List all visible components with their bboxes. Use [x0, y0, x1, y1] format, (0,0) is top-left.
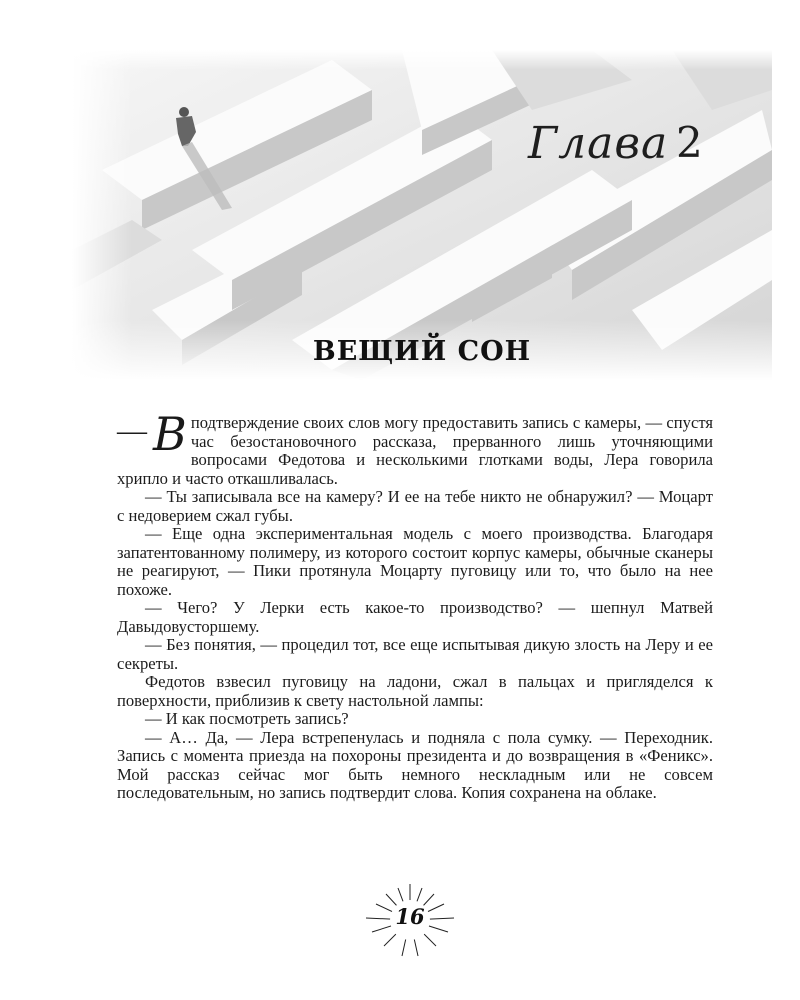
paragraph: Федотов взвесил пуговицу на ладони, сжал в пальцах и пригляделся к поверхности, приблизив к свету настольной лампы: — [117, 672, 713, 710]
paragraph: — Еще одна экспериментальная модель с моего производства. Благодаря запатентованному полимеру, из которого состоит корпус камеры, обычные сканеры не реагируют, — Пики протянула Моцарту пуговицу или то, что было на нее похоже. — [117, 524, 713, 599]
paragraph-opening — [117, 407, 713, 488]
page-number: 16 — [395, 904, 425, 929]
chapter-number: 2 — [676, 118, 703, 167]
chapter-header-illustration — [72, 50, 772, 380]
paragraph: — И как посмотреть запись? — [145, 709, 349, 728]
paragraph-text: подтверждение своих слов могу предоставить запись с камеры, — спустя час безостановочного рассказа, прерванного лишь уточняющими вопросами Федотова и несколькими глотками воды, Лера говорила хрипло и часто откашливалась. — [117, 413, 713, 488]
chapter-title: ВЕЩИЙ СОН — [312, 336, 532, 367]
paragraph: — Ты записывала все на камеру? И ее на тебе никто не обнаружил? — Моцарт с недоверием сжал губы. — [117, 487, 713, 525]
maze-illustration — [72, 50, 772, 380]
chapter-label — [528, 118, 728, 178]
paragraph: — Чего? У Лерки есть какое-то производство? — шепнул Матвей Давыдовусторшему. — [117, 598, 713, 636]
chapter-word: Глава — [528, 118, 669, 169]
drop-cap: В — [153, 407, 187, 461]
page-number-ornament — [360, 880, 460, 960]
body-text — [117, 407, 713, 803]
paragraph: — Без понятия, — процедил тот, все еще испытывая дикую злость на Леру и ее секреты. — [117, 635, 713, 673]
paragraph: — А… Да, — Лера встрепенулась и подняла с пола сумку. — Переходник. Запись с момента приезда на похороны президента и до возвращения в «Феникс». Мой рассказ сейчас мог быть немного нескладным или не совсем последовательным, но запись подтвердит слова. Копия сохранена на облаке. — [117, 727, 713, 802]
opening-dash: — — [117, 414, 147, 447]
